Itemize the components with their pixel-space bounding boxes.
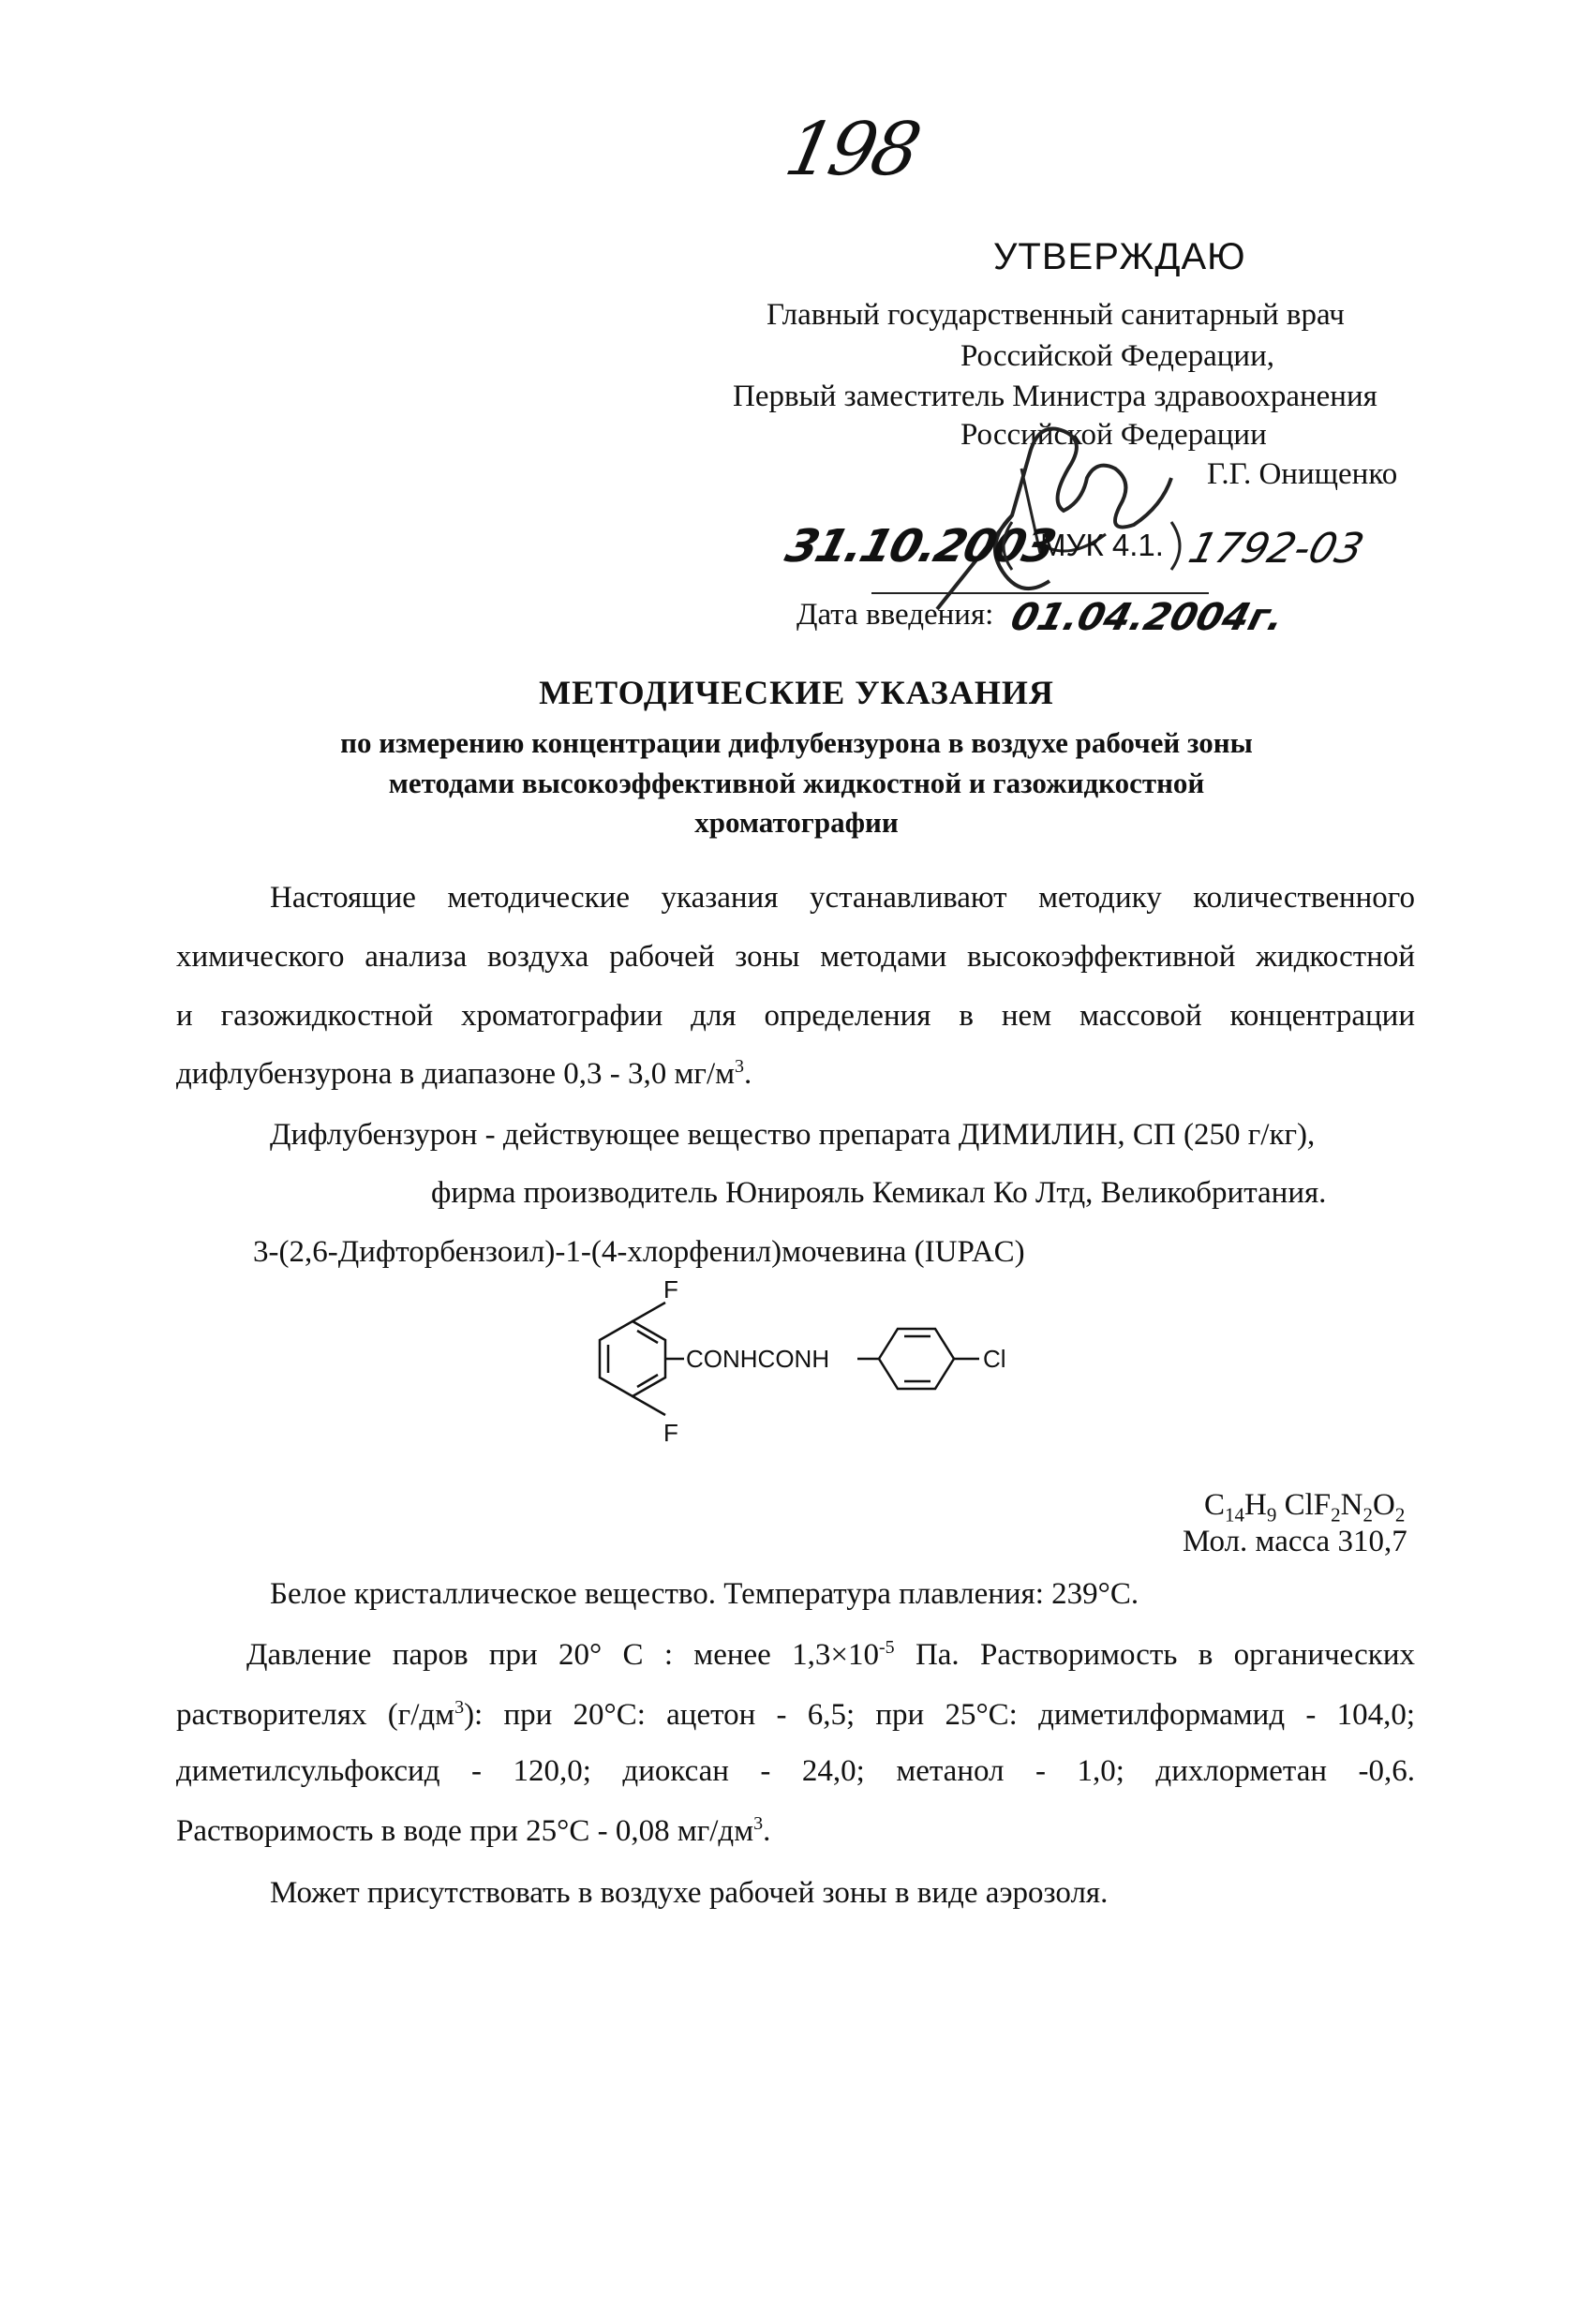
page-number: 198: [778, 108, 925, 192]
active-substance: Дифлубензурон - действующее вещество препарата ДИМИЛИН, СП (250 г/кг),: [270, 1118, 1316, 1152]
structure-cl: Cl: [983, 1345, 1006, 1373]
structure-linker: CONHCONH: [686, 1345, 830, 1373]
iupac-name: 3-(2,6-Дифторбензоил)-1-(4-хлорфенил)мочевина (IUPAC): [253, 1235, 1025, 1269]
formula-c-count: 14: [1225, 1503, 1245, 1527]
vapor-line-4-a: Растворимость в воде при 25°С - 0,08 мг/дм: [176, 1814, 754, 1848]
manufacturer: фирма производитель Юнирояль Кемикал Ко Лтд, Великобритания.: [431, 1176, 1327, 1210]
vapor-line-2-sup: 3: [454, 1697, 465, 1718]
vapor-line-1: [246, 1637, 1415, 1673]
intro-line-1: Настоящие методические указания устанавливают методику количественного: [270, 881, 1415, 915]
formula-o: O: [1373, 1488, 1395, 1522]
formula-o-count: 2: [1394, 1503, 1406, 1527]
molecular-formula: [1204, 1488, 1405, 1527]
formula-n-count: 2: [1362, 1503, 1373, 1527]
intro-line-4: [176, 1056, 752, 1092]
vapor-line-1-b: Па. Растворимость в органических: [894, 1638, 1415, 1672]
structure-f-bottom: F: [663, 1419, 678, 1447]
formula-clf: ClF: [1276, 1488, 1332, 1522]
formula-f-count: 2: [1331, 1503, 1341, 1527]
formula-h: H: [1244, 1488, 1267, 1522]
formula-h-count: 9: [1266, 1503, 1277, 1527]
molecular-mass: Мол. масса 310,7: [1183, 1525, 1407, 1558]
approval-line-4: Российской Федерации: [960, 418, 1267, 452]
intro-line-3: и газожидкостной хроматографии для определения в нем массовой концентрации: [176, 999, 1415, 1033]
approval-heading: УТВЕРЖДАЮ: [993, 236, 1246, 277]
vapor-line-2: [176, 1697, 1415, 1733]
vapor-line-4: [176, 1813, 770, 1849]
document-code-number: 1792-03: [1184, 525, 1369, 573]
intro-line-4-sup: 3: [735, 1056, 745, 1077]
intro-line-2: химического анализа воздуха рабочей зоны методами высокоэффективной жидкостной: [176, 940, 1415, 974]
intro-date-value: 01.04.2004г.: [1005, 596, 1289, 639]
approval-line-2: Российской Федерации,: [960, 339, 1274, 373]
approval-line-1: Главный государственный санитарный врач: [767, 298, 1345, 332]
approver-name: Г.Г. Онищенко: [1207, 457, 1398, 491]
chemical-structure: [567, 1274, 1017, 1452]
intro-date-label: Дата введения:: [796, 598, 994, 632]
document-subtitle-line-2: методами высокоэффективной жидкостной и газожидкостной: [388, 767, 1205, 799]
formula-c: C: [1204, 1488, 1226, 1522]
document-subtitle-line-3: хроматографии: [694, 806, 899, 839]
signature-line: [871, 592, 1209, 594]
vapor-line-3: диметилсульфоксид - 120,0; диоксан - 24,0; метанол - 1,0; дихлорметан -0,6.: [176, 1754, 1415, 1788]
vapor-line-4-sup: 3: [753, 1813, 764, 1834]
intro-line-4-end: .: [744, 1057, 752, 1091]
intro-line-4-text: дифлубензурона в диапазоне 0,3 - 3,0 мг/м: [176, 1057, 736, 1091]
vapor-line-4-b: .: [763, 1814, 771, 1848]
signature-image: [900, 412, 1209, 618]
vapor-line-2-b: ): при 20°С: ацетон - 6,5; при 25°С: диметилформамид - 104,0;: [464, 1698, 1416, 1732]
vapor-line-1-a: Давление паров при 20° С : менее 1,3×10: [246, 1638, 879, 1672]
document-code-label: МУК 4.1.: [1040, 528, 1164, 562]
handwritten-date: 31.10.2003: [780, 520, 1061, 573]
aerosol-note: Может присутствовать в воздухе рабочей зоны в виде аэрозоля.: [270, 1876, 1109, 1910]
structure-f-top: F: [663, 1275, 678, 1304]
vapor-line-2-a: растворителях (г/дм: [176, 1698, 455, 1732]
approval-line-3: Первый заместитель Министра здравоохранения: [733, 380, 1377, 413]
document-title: МЕТОДИЧЕСКИЕ УКАЗАНИЯ: [539, 674, 1054, 711]
vapor-line-1-sup: -5: [878, 1637, 895, 1658]
formula-n: N: [1340, 1488, 1363, 1522]
document-subtitle-line-1: по измерению концентрации дифлубензурона в воздухе рабочей зоны: [340, 726, 1253, 759]
appearance: Белое кристаллическое вещество. Температура плавления: 239°С.: [270, 1577, 1139, 1611]
